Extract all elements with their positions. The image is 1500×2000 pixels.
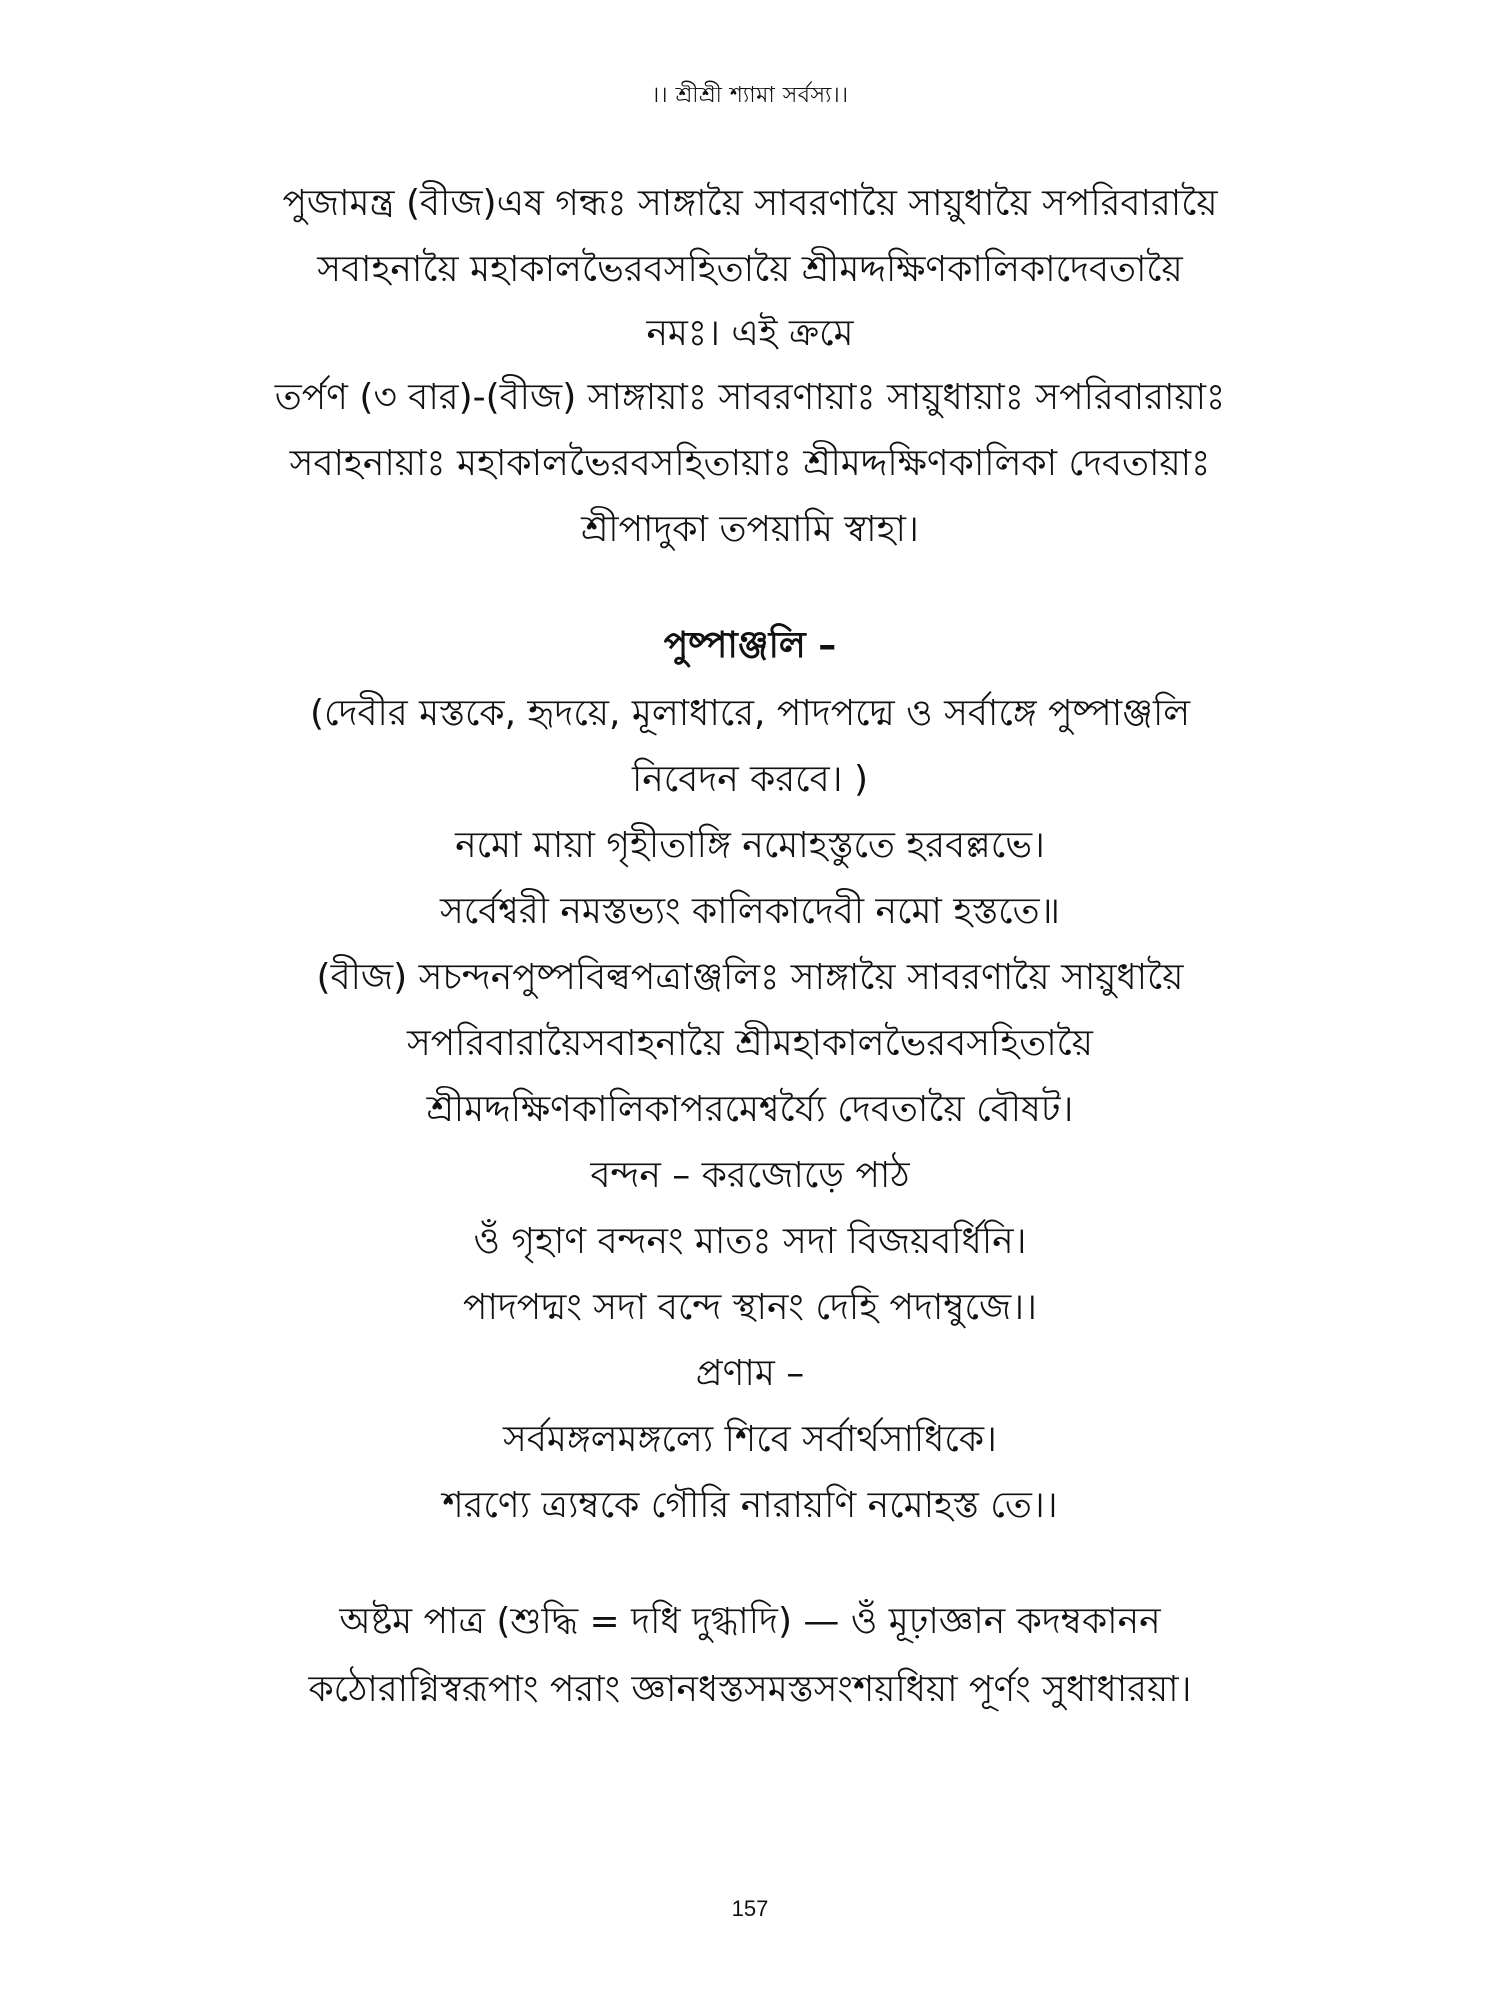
text-line: প্রণাম – bbox=[695, 1353, 805, 1394]
text-line: শ্রীপাদুকা তপয়ামি স্বাহা। bbox=[581, 509, 919, 550]
text-line: শরণ্যে ত্র্যম্বকে গৌরি নারায়ণি নমোহস্ত তে।। bbox=[442, 1485, 1058, 1526]
text-line: শ্রীমদ্দক্ষিণকালিকাপরমেশ্বর্য্যৈ দেবতায়ৈ বৌষট। bbox=[426, 1089, 1074, 1130]
text-line: (দেবীর মস্তকে, হৃদয়ে, মূলাধারে, পাদপদ্মে ও সর্বাঙ্গে পুষ্পাঞ্জলি bbox=[309, 693, 1191, 734]
text-line: নিবেদন করবে। ) bbox=[632, 759, 868, 800]
text-line: তর্পণ (৩ বার)-(বীজ) সাঙ্গায়াঃ সাবরণায়াঃ সায়ুধায়াঃ সপরিবারায়াঃ bbox=[274, 377, 1226, 418]
text-line: সপরিবারায়ৈসবাহনায়ৈ শ্রীমহাকালভৈরবসহিতায়ৈ bbox=[406, 1023, 1094, 1064]
page-number: 157 bbox=[731, 1896, 769, 1921]
running-header: ।। শ্রীশ্রী শ্যামা সর্বস্য।। bbox=[651, 83, 849, 108]
text-line: নমঃ। এই ক্রমে bbox=[646, 313, 854, 354]
text-line: পাদপদ্মং সদা বন্দে স্থানং দেহি পদাম্বুজে।। bbox=[463, 1287, 1037, 1328]
text-line: সবাহনায়ৈ মহাকালভৈরবসহিতায়ৈ শ্রীমদ্দক্ষিণকালিকাদেবতায়ৈ bbox=[317, 249, 1183, 290]
text-line: সর্বেশ্বরী নমস্তভ্যং কালিকাদেবী নমো হস্ততে॥ bbox=[440, 891, 1060, 932]
text-line: বন্দন – করজোড়ে পাঠ bbox=[590, 1155, 910, 1196]
text-line: অষ্টম পাত্র (শুদ্ধি = দধি দুগ্ধাদি) — ওঁ মূঢ়াজ্ঞান কদম্বকানন bbox=[339, 1601, 1161, 1642]
text-line: নমো মায়া গৃহীতাঙ্গি নমোহস্তুতে হরবল্লভে। bbox=[455, 825, 1045, 866]
text-line: পুজামন্ত্র (বীজ)এষ গন্ধঃ সাঙ্গায়ৈ সাবরণায়ৈ সায়ুধায়ৈ সপরিবারায়ৈ bbox=[282, 183, 1218, 224]
text-line: সর্বমঙ্গলমঙ্গল্যে শিবে সর্বার্থসাধিকে। bbox=[503, 1419, 997, 1460]
text-line: ওঁ গৃহাণ বন্দনং মাতঃ সদা বিজয়বর্ধিনি। bbox=[473, 1221, 1027, 1262]
text-line: কঠোরাগ্নিস্বরূপাং পরাং জ্ঞানধস্তসমস্তসংশয়ধিয়া পূর্ণং সুধাধারয়া। bbox=[308, 1669, 1192, 1710]
section-heading: পুষ্পাঞ্জলি – bbox=[663, 625, 837, 666]
text-line: (বীজ) সচন্দনপুষ্পবিল্বপত্রাঞ্জলিঃ সাঙ্গায়ৈ সাবরণায়ৈ সায়ুধায়ৈ bbox=[316, 957, 1184, 998]
text-line: সবাহনায়াঃ মহাকালভৈরবসহিতায়াঃ শ্রীমদ্দক্ষিণকালিকা দেবতায়াঃ bbox=[289, 443, 1211, 484]
